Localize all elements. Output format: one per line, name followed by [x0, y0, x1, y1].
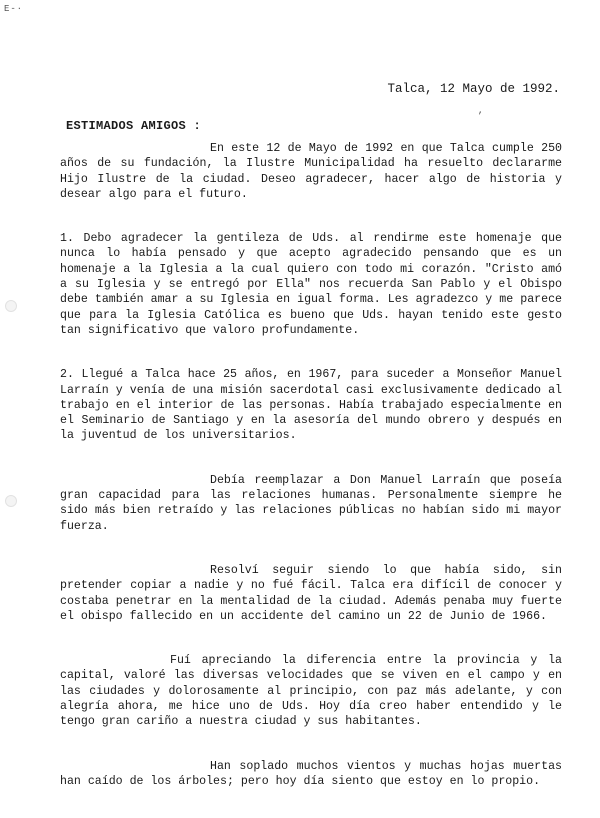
corner-mark: E-∙	[4, 4, 24, 14]
letter-body	[60, 141, 562, 818]
salutation: ESTIMADOS AMIGOS :	[66, 119, 202, 133]
paragraph-5: Fuí apreciando la diferencia entre la provincia y la capital, valoré las diversas velocidades que se viven en el campo y en las ciudades y dolorosamente al principio, con paz más adelante, y con alegría ahora, me hice uno de Uds. Hoy día creo haber entendido y le tengo gran cariño a nuestra ciudad y sus habitantes.	[60, 654, 562, 729]
paragraph-1: 1. Debo agradecer la gentileza de Uds. al rendirme este homenaje que nunca lo había pensado y que acepto agradecido pensando que es un homenaje a la Iglesia a la cual quiero con todo mi corazón. "Cristo amó a su Iglesia y se entregó por Ella" nos recuerda San Pablo y el Obispo debe también amar a su Iglesia en igual forma. Les agradezco y me parece que para la Iglesia Católica es bueno que Uds. hayan tenido este gesto tan significativo que valoro profundamente.	[60, 232, 562, 337]
paragraph-intro: En este 12 de Mayo de 1992 en que Talca cumple 250 años de su fundación, la Ilustre Municipalidad ha resuelto declararme Hijo Ilustre de la ciudad. Deseo agradecer, hacer algo de historia y desear algo para el futuro.	[60, 142, 562, 201]
paragraph-2: 2. Llegué a Talca hace 25 años, en 1967, para suceder a Monseñor Manuel Larraín y venía de una misión sacerdotal casi exclusivamente dedicado al trabajo en el interior de las personas. Había trabajado especialmente en el Seminario de Santiago y en la asesoría del mundo obrero y después en la juventud de los universitarios.	[60, 368, 562, 443]
date-line: Talca, 12 Mayo de 1992.	[387, 82, 560, 96]
paragraph-6: Han soplado muchos vientos y muchas hojas muertas han caído de los árboles; pero hoy día siento que estoy en lo propio.	[60, 759, 562, 788]
punch-hole	[5, 495, 17, 507]
stray-mark: ,	[478, 106, 484, 116]
punch-hole	[5, 300, 17, 312]
paragraph-3: Debía reemplazar a Don Manuel Larraín que poseía gran capacidad para las relaciones humanas. Personalmente siempre he sido más bien retraído y las relaciones públicas no habían sido mi mayor fuerza.	[60, 473, 562, 533]
paragraph-4: Resolví seguir siendo lo que había sido, sin pretender copiar a nadie y no fué fácil. Talca era difícil de conocer y costaba penetrar en la mentalidad de la ciudad. Además penaba muy fuerte el obispo fallecido en un accidente del camino un 22 de Junio de 1966.	[60, 563, 562, 623]
